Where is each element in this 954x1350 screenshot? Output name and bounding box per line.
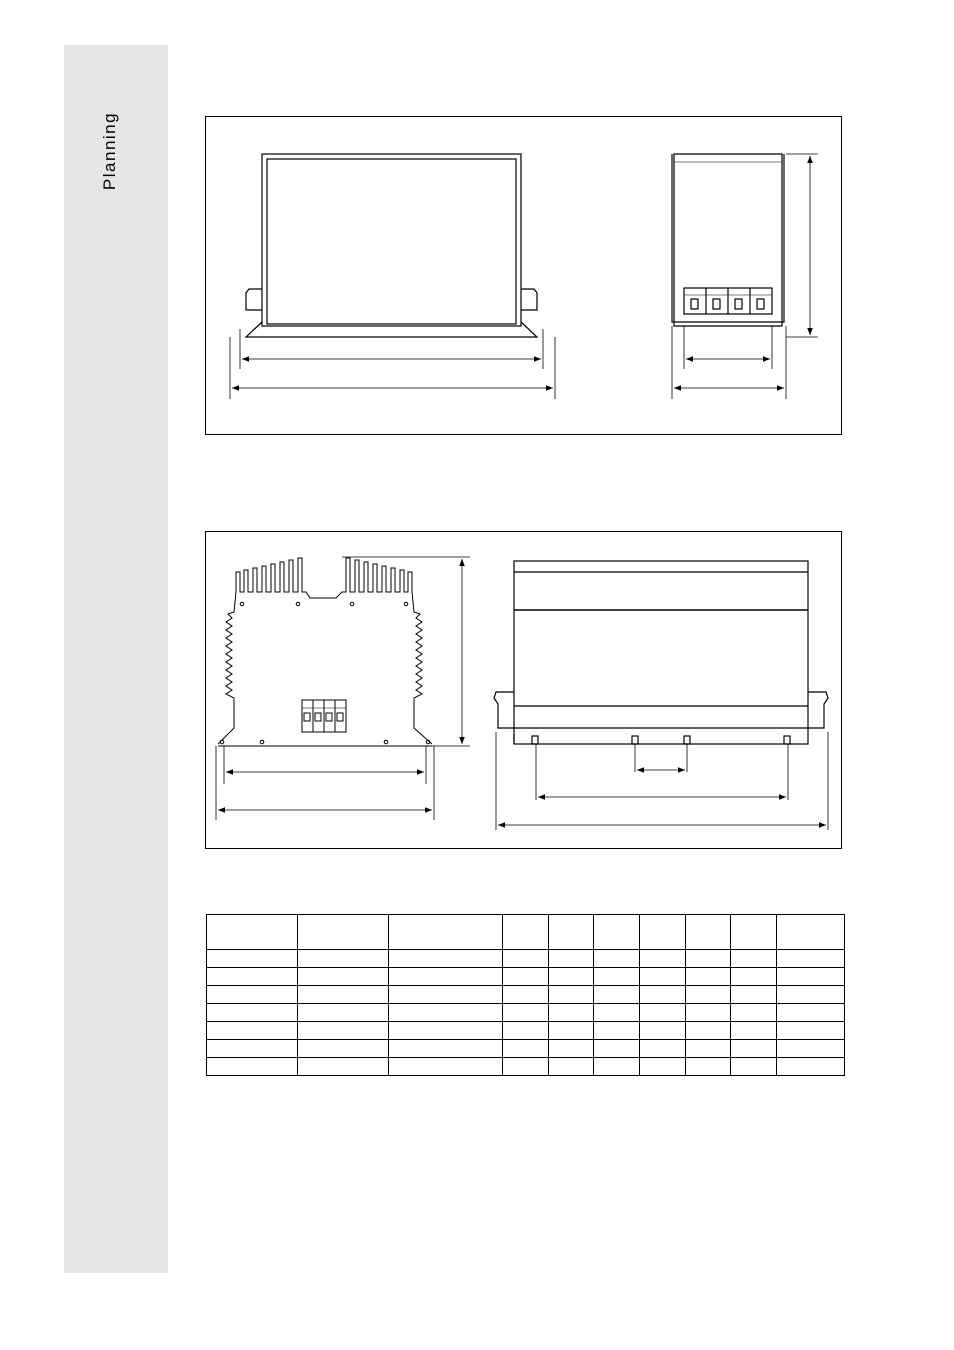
table-cell xyxy=(594,986,640,1004)
table-cell xyxy=(503,986,549,1004)
table-header-cell xyxy=(640,915,686,950)
table-cell xyxy=(640,968,686,986)
table-cell xyxy=(686,950,731,968)
table-cell xyxy=(594,968,640,986)
table-header-cell xyxy=(503,915,549,950)
table-cell xyxy=(389,986,503,1004)
table-cell xyxy=(686,1058,731,1076)
table-cell xyxy=(298,950,389,968)
table-cell xyxy=(549,950,594,968)
table-row xyxy=(207,1022,845,1040)
table-cell xyxy=(731,950,777,968)
table-row xyxy=(207,986,845,1004)
table-header-cell xyxy=(594,915,640,950)
side-dimension-lines xyxy=(674,156,810,388)
table-header-cell xyxy=(777,915,845,950)
table-row xyxy=(207,1004,845,1022)
table-cell xyxy=(686,1004,731,1022)
table-header-cell xyxy=(731,915,777,950)
table-cell xyxy=(207,950,298,968)
table-row xyxy=(207,950,845,968)
table-cell xyxy=(594,1022,640,1040)
table-cell xyxy=(640,1058,686,1076)
table-cell xyxy=(777,968,845,986)
table-cell xyxy=(731,1022,777,1040)
table-cell xyxy=(594,1004,640,1022)
table-cell xyxy=(207,1040,298,1058)
top-view xyxy=(494,561,828,830)
table-cell xyxy=(640,950,686,968)
table-cell xyxy=(777,1004,845,1022)
table-cell xyxy=(777,1040,845,1058)
bottom-technical-drawing xyxy=(206,532,843,850)
table-cell xyxy=(731,1058,777,1076)
table-cell xyxy=(731,968,777,986)
table-row xyxy=(207,1058,845,1076)
table-row xyxy=(207,968,845,986)
top-technical-drawing xyxy=(206,117,843,436)
table-cell xyxy=(298,1022,389,1040)
front-dimension-lines xyxy=(232,359,553,388)
table-cell xyxy=(503,1040,549,1058)
table-cell xyxy=(207,1022,298,1040)
table-cell xyxy=(549,1040,594,1058)
table-cell xyxy=(207,986,298,1004)
section-label: Planning xyxy=(100,111,119,191)
table-cell xyxy=(777,986,845,1004)
table-cell xyxy=(777,1022,845,1040)
table-cell xyxy=(549,986,594,1004)
table-cell xyxy=(731,1040,777,1058)
table-cell xyxy=(207,1004,298,1022)
table-cell xyxy=(549,1004,594,1022)
table-cell xyxy=(503,1058,549,1076)
table-cell xyxy=(503,1022,549,1040)
front-view xyxy=(230,154,555,399)
sidebar xyxy=(64,45,168,1273)
table-cell xyxy=(298,986,389,1004)
table-cell xyxy=(207,1058,298,1076)
table-cell xyxy=(594,950,640,968)
table-cell xyxy=(640,986,686,1004)
table-cell xyxy=(549,968,594,986)
side-view xyxy=(672,154,818,399)
table-cell xyxy=(777,1058,845,1076)
table-cell xyxy=(389,1004,503,1022)
table-cell xyxy=(777,950,845,968)
table-cell xyxy=(594,1058,640,1076)
table-cell xyxy=(298,968,389,986)
table-header-cell xyxy=(207,915,298,950)
table-cell xyxy=(640,1004,686,1022)
table-header-cell xyxy=(389,915,503,950)
table-cell xyxy=(503,1004,549,1022)
table-cell xyxy=(298,1040,389,1058)
table-cell xyxy=(298,1004,389,1022)
table-cell xyxy=(549,1022,594,1040)
table-cell xyxy=(389,1058,503,1076)
figure-bottom-drawing xyxy=(205,531,842,849)
table-cell xyxy=(389,1040,503,1058)
heatsink-profile xyxy=(216,557,470,820)
table-header-cell xyxy=(549,915,594,950)
table-cell xyxy=(503,968,549,986)
table-header-row xyxy=(207,915,845,950)
table-cell xyxy=(594,1040,640,1058)
figure-top-drawing xyxy=(205,116,842,435)
table-cell xyxy=(298,1058,389,1076)
table-cell xyxy=(686,1040,731,1058)
table-row xyxy=(207,1040,845,1058)
table-cell xyxy=(686,968,731,986)
top-view-dimension-lines xyxy=(498,770,826,825)
table-cell xyxy=(389,1022,503,1040)
table-cell xyxy=(731,986,777,1004)
table-cell xyxy=(389,950,503,968)
heatsink-dimension-lines xyxy=(218,559,462,810)
table-cell xyxy=(207,968,298,986)
table-cell xyxy=(640,1040,686,1058)
table-cell xyxy=(549,1058,594,1076)
table-header-cell xyxy=(298,915,389,950)
table-cell xyxy=(640,1022,686,1040)
dimensions-table xyxy=(206,914,845,1076)
table-cell xyxy=(686,1022,731,1040)
table-cell xyxy=(389,968,503,986)
table-cell xyxy=(686,986,731,1004)
table-header-cell xyxy=(686,915,731,950)
table-cell xyxy=(503,950,549,968)
table-cell xyxy=(731,1004,777,1022)
